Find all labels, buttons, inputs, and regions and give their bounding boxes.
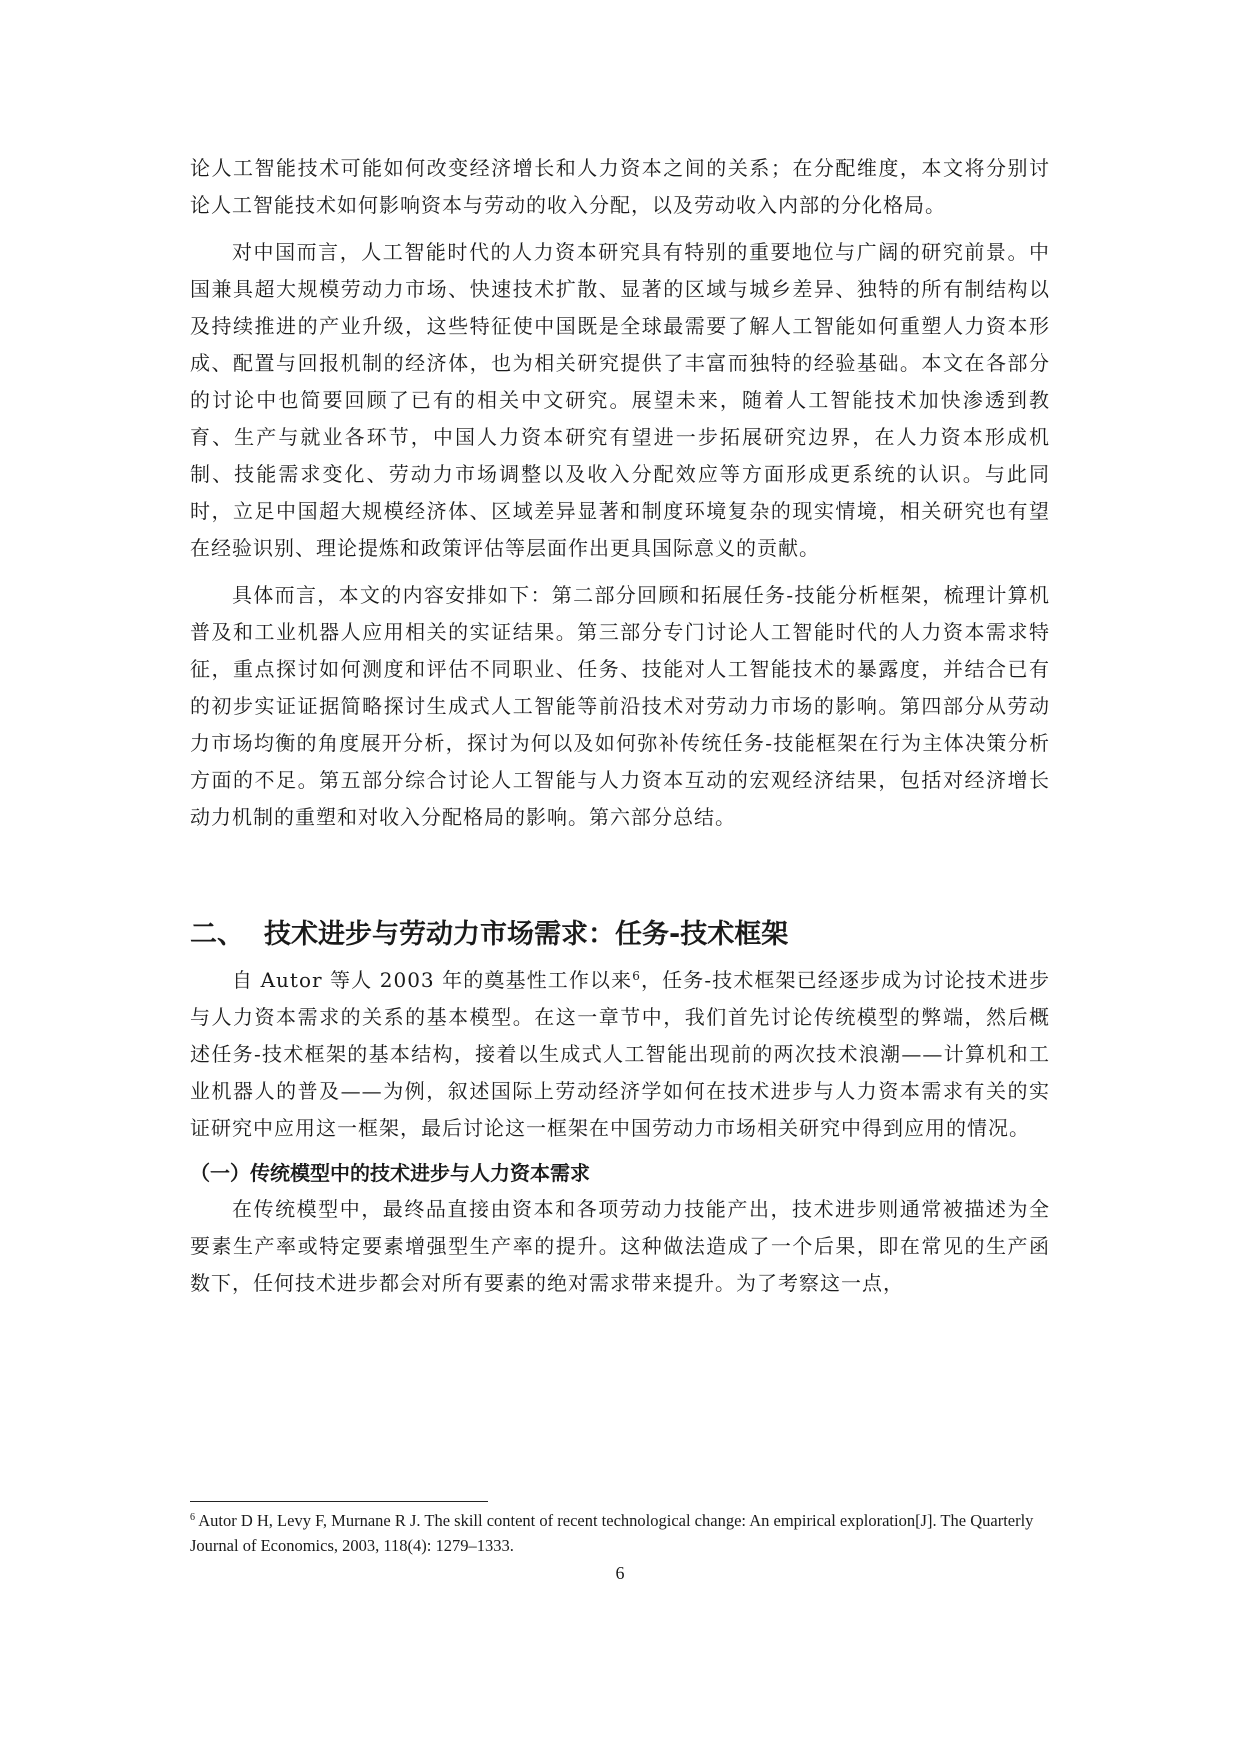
paragraph-section-intro [190, 962, 1050, 1147]
footnote [190, 1508, 1070, 1558]
footnote-divider [190, 1501, 488, 1502]
footnote-reference[interactable]: 6 [632, 969, 641, 983]
section-number: 二、 [190, 919, 244, 950]
page-body [190, 150, 1050, 1302]
intro-text-start: 自 Autor 等人 2003 年的奠基性工作以来 [232, 968, 633, 992]
paragraph-traditional-model: 在传统模型中，最终品直接由资本和各项劳动力技能产出，技术进步则通常被描述为全要素生产率或特定要素增强型生产率的提升。这种做法造成了一个后果，即在常见的生产函数下，任何技术进步都会对所有要素的绝对需求带来提升。为了考察这一点， [190, 1197, 1050, 1295]
paragraph-structure: 具体而言，本文的内容安排如下：第二部分回顾和拓展任务-技能分析框架，梳理计算机普及和工业机器人应用相关的实证结果。第三部分专门讨论人工智能时代的人力资本需求特征，重点探讨如何测度和评估不同职业、任务、技能对人工智能技术的暴露度，并结合已有的初步实证证据简略探讨生成式人工智能等前沿技术对劳动力市场的影响。第四部分从劳动力市场均衡的角度展开分析，探讨为何以及如何弥补传统任务-技能框架在行为主体决策分析方面的不足。第五部分综合讨论人工智能与人力资本互动的宏观经济结果，包括对经济增长动力机制的重塑和对收入分配格局的影响。第六部分总结。 [190, 583, 1050, 829]
paragraph-china-research: 对中国而言，人工智能时代的人力资本研究具有特别的重要地位与广阔的研究前景。中国兼具超大规模劳动力市场、快速技术扩散、显著的区域与城乡差异、独特的所有制结构以及持续推进的产业升级，这些特征使中国既是全球最需要了解人工智能如何重塑人力资本形成、配置与回报机制的经济体，也为相关研究提供了丰富而独特的经验基础。本文在各部分的讨论中也简要回顾了已有的相关中文研究。展望未来，随着人工智能技术加快渗透到教育、生产与就业各环节，中国人力资本研究有望进一步拓展研究边界，在人力资本形成机制、技能需求变化、劳动力市场调整以及收入分配效应等方面形成更系统的认识。与此同时，立足中国超大规模经济体、区域差异显著和制度环境复杂的现实情境，相关研究也有望在经验识别、理论提炼和政策评估等层面作出更具国际意义的贡献。 [190, 240, 1050, 560]
subsection-heading: （一）传统模型中的技术进步与人力资本需求 [190, 1161, 590, 1185]
page-number: 6 [615, 1563, 625, 1583]
paragraph-continuation: 论人工智能技术可能如何改变经济增长和人力资本之间的关系；在分配维度，本文将分别讨论人工智能技术如何影响资本与劳动的收入分配，以及劳动收入内部的分化格局。 [190, 156, 1050, 217]
section-title: 技术进步与劳动力市场需求：任务-技术框架 [264, 919, 789, 950]
footnote-text: Autor D H, Levy F, Murnane R J. The skill content of recent technological change: An empirical exploration[J]. The Quarterly Journal of Economics, 2003, 118(4): 1279–1333. [190, 1511, 1034, 1555]
footnote-number: 6 [190, 1512, 195, 1523]
section-heading [190, 914, 1050, 956]
intro-text-end: ，任务-技术框架已经逐步成为讨论技术进步与人力资本需求的关系的基本模型。在这一章节中，我们首先讨论传统模型的弊端，然后概述任务-技术框架的基本结构，接着以生成式人工智能出现前的两次技术浪潮——计算机和工业机器人的普及——为例，叙述国际上劳动经济学如何在技术进步与人力资本需求有关的实证研究中应用这一框架，最后讨论这一框架在中国劳动力市场相关研究中得到应用的情况。 [190, 968, 1050, 1140]
